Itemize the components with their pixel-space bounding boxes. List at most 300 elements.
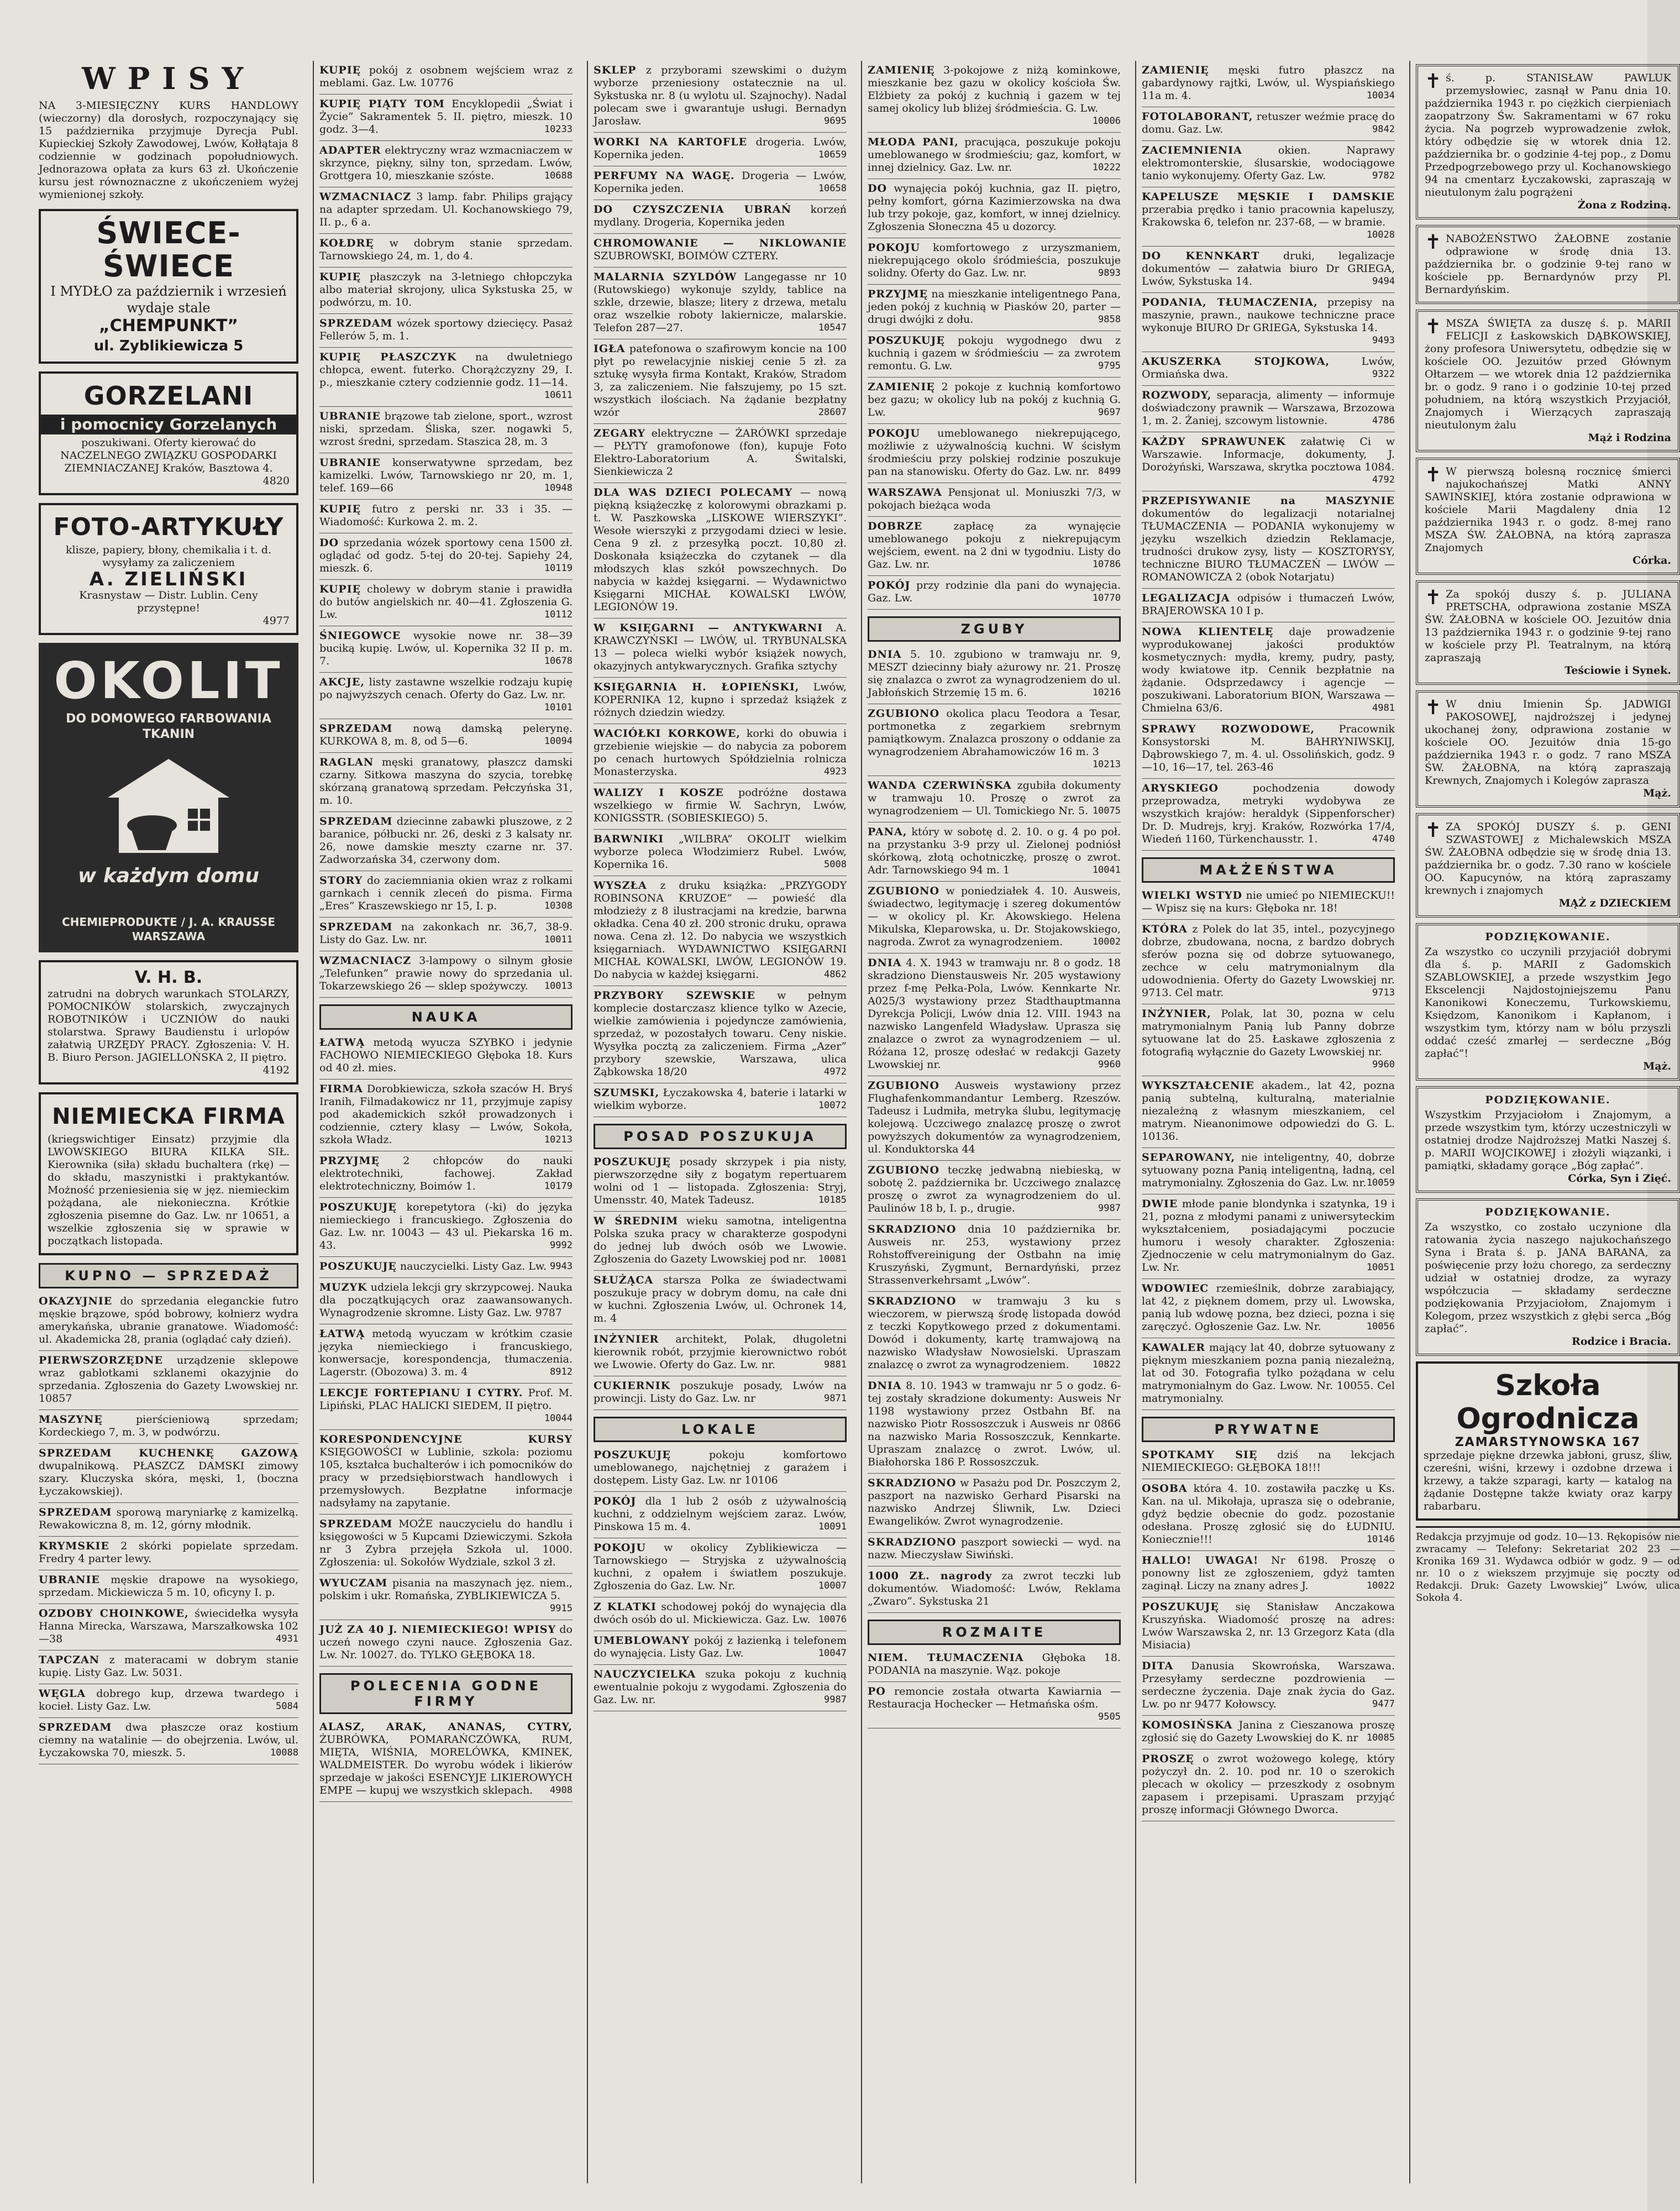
- classified-ad: [594, 1152, 847, 1212]
- ad-code: 9881: [824, 1359, 847, 1370]
- ad-swiece-title: ŚWIECE-ŚWIECE: [96, 216, 241, 284]
- ad-lead: ARYSKIEGO: [1142, 782, 1219, 794]
- ad-text: świecidełka wysyła Hanna Mirecka, Warszawa, Marszałkowska 102—38: [39, 1607, 298, 1645]
- ad-gorzelani-title: GORZELANI: [83, 381, 254, 411]
- ad-lead: SKRADZIONO: [868, 1223, 957, 1235]
- okolit-foot: [39, 915, 298, 944]
- classified-ad: [1142, 886, 1395, 920]
- obituary-sign: Córka.: [1632, 554, 1671, 567]
- ad-code: 4972: [824, 1066, 847, 1077]
- ad-code: 10770: [1092, 593, 1121, 604]
- ad-text: 8. 10. 1943 w tramwaju nr 5 o godz. 6-tej zostały skradzione dokumenty: Ausweis Nr 1198 wystawiony przez Ostbahn Bf. na nazwisko Piotr Rossoszczuk i Ausweis nr 0866 na nazwisko Maria Rossoszczuk, Kennkarte. Upraszam znalazcę o zwrot. Lwów, ul. Białohorska 186 P. Rossoszczuk.: [868, 1380, 1121, 1468]
- classified-ad: [594, 1445, 847, 1492]
- classified-ad: [319, 580, 573, 626]
- ad-code: 10948: [544, 483, 573, 494]
- classified-ad: [868, 1474, 1121, 1533]
- ad-lead: MUZYK: [319, 1281, 368, 1293]
- thanks-notice: [1416, 1198, 1680, 1356]
- cross-icon: ✝: [1425, 316, 1442, 338]
- classified-ad: [594, 724, 847, 783]
- ad-lead: AKCJE,: [319, 676, 365, 688]
- ad-lead: WANDA CZERWIŃSKA: [868, 779, 1012, 792]
- ad-lead: KAPELUSZE MĘSKIE I DAMSKIE: [1142, 191, 1395, 203]
- ad-gorzelani-code: 4820: [262, 475, 290, 487]
- ad-code: 9858: [1098, 314, 1121, 325]
- obituary-text: ś. p. STANISŁAW PAWLUK przemysłowiec, zasnął w Panu dnia 10. października 1943 r. po ciężkich cierpieniach zaopatrzony Św. Sakramentami w 67 roku życia. Na pogrzeb wyprowadzenie zwłok, który odbędzie się w wtorek dnia 12. października br. o godzinie 4-tej pop., z Domu Przedpogrzebowego przy ul. Kochanowskiego 94 na cmentarz Łyczakowski, zapraszają w nieutulonym żalu pogrążeni: [1425, 72, 1671, 198]
- ad-lead: WZMACNIACZ: [319, 955, 412, 967]
- ad-code: 10659: [818, 149, 847, 160]
- ad-code: 10059: [1366, 1177, 1395, 1188]
- col4b-ads: [868, 645, 1121, 1613]
- column-3: [587, 61, 847, 2183]
- ad-text: paszport sowiecki — wyd. na nazw. Mieczysław Siwiński.: [868, 1536, 1121, 1561]
- obituaries: [1416, 64, 1680, 918]
- classified-ad: [319, 626, 573, 673]
- ad-lead: ZACIEMNIENIA: [1142, 144, 1242, 156]
- ad-text: wynajęcia pokój kuchnia, gaz II. piętro, pełny komfort, górna Kazimierzowska na dwa lub trzy pokoje, gaz, komfort, w innej dzielnicy. Zgłoszenia Słoneczna 45 u dozorcy.: [868, 182, 1121, 233]
- ad-lead: DITA: [1142, 1660, 1174, 1672]
- classified-ad: [1142, 1004, 1395, 1076]
- ad-code: 10179: [544, 1181, 573, 1192]
- classified-ad: [868, 483, 1121, 517]
- section-zguby: ZGUBY: [868, 616, 1121, 642]
- ad-lead: OKAZYJNIE: [39, 1295, 113, 1307]
- ad-code: 10146: [1366, 1534, 1395, 1545]
- classified-ad: [319, 234, 573, 268]
- classified-ad: [594, 619, 847, 678]
- ad-gorzelani-sub: i pomocnicy Gorzelanych: [41, 415, 296, 434]
- obituary-sign: Mąż.: [1643, 787, 1671, 799]
- ad-code: 8499: [1098, 466, 1121, 477]
- ad-lead: DNIA: [868, 957, 902, 969]
- ad-lead: POSZUKUJĘ: [319, 1201, 397, 1213]
- ad-lead: SPRZEDAM: [319, 1518, 393, 1530]
- ad-lead: SKLEP: [594, 64, 637, 76]
- classified-ad: [1142, 1551, 1395, 1597]
- ad-text: odpisów i tłumaczeń Lwów, BRAJEROWSKA 10 I p.: [1142, 592, 1395, 617]
- ad-lead: AKUSZERKA STOJKOWA,: [1142, 355, 1330, 368]
- ad-text: Pensjonat ul. Moniuszki 7/3, w pokojach bieżąca woda: [868, 486, 1121, 511]
- obituary-sign: Mąż i Rodzina: [1588, 432, 1671, 444]
- ad-text: w pełnym komplecie dostarczasz klience tylko w Azecie, wielkie zamówienia i pojedyncze zamówienia, sprzedaż, w pozostałych towaru. Ceny niskie. Wysyłka pocztą za zaliczeniem. Firma „Azer” przybory szewskie, Warszawa, ulica Ząbkowska 18/20: [594, 989, 847, 1078]
- ad-code: 10034: [1366, 90, 1395, 101]
- classified-ad: [1142, 1479, 1395, 1551]
- ad-gorzelani-text: poszukiwani. Oferty kierować do NACZELNEGO ZWIĄZKU GOSPODARKI ZIEMNIACZANEJ Kraków, Basztowa 4.: [60, 437, 277, 474]
- ad-text: na dwuletniego chłopca, ewent. futerko. Chorążczyzny 29, I. p., mieszkanie cztery codziennie godz. 11—14.: [319, 351, 573, 389]
- classified-ad: [1142, 386, 1395, 432]
- ad-code: 10308: [544, 900, 573, 911]
- ad-text: „WILBRA” OKOLIT wielkim wyborze poleca Włodzimierz Rubel. Lwów, Kopernika 16.: [594, 833, 847, 871]
- ad-code: 9795: [1098, 360, 1121, 371]
- section-rozmaite: ROZMAITE: [868, 1620, 1121, 1645]
- ad-text: nie inteligentny, 40, dobrze sytuowany pozna Panią inteligentną, ładną, cel matrymonialny. Zgłoszenia do Gaz. Lw. nr.: [1142, 1151, 1395, 1189]
- classified-ad: [1142, 352, 1395, 386]
- ad-lead: ZAMIENIĘ: [868, 381, 935, 393]
- classified-ad: [868, 1648, 1121, 1682]
- col3c-ads: [594, 1445, 847, 1711]
- ad-text: do sprzedania eleganckie futro męskie brązowe, spód bobrowy, kołnierz wydra amerykańska, ubranie granatowe. Wiadomość: ul. Akademicka 28, prania (oglądać cały dzień).: [39, 1295, 298, 1345]
- ad-text: ŻUBRÓWKA, POMARAŃCZÓWKA, RUM, MIĘTA, WIŚNIA, MORELÓWKA, KMINEK, WALDMEISTER. Do wyrobu wódek i likierów sprzedaje w jakości ESENCYJE LIKIEROWYCH EMPE — kupuj we wszystkich sklepach.: [319, 1733, 573, 1796]
- ad-lead: IGŁA: [594, 343, 626, 355]
- ad-lead: WZMACNIACZ: [319, 191, 412, 203]
- ad-text: do uczeń nowego czyni nauce. Zgłoszenia Gaz. Lw. Nr. 10027. do. TYLKO GŁĘBOKA 18.: [319, 1623, 573, 1661]
- editorial-info: Redakcja przyjmuje od godz. 10—13. Rękopisów nie zwracamy — Telefony: Sekretariat 202 23 — Kronika 169 31. Wydawca odbiór w godz. 9 — od nr. 10 o z wiekszem przyjmuje się poczty od Redakcji. Druk: Gazety Lwowskiej” Lwów, ulica Sokoła 4.: [1416, 1526, 1680, 1604]
- ad-text: która 4. 10. zostawiła paczkę u Ks. Kan. na ul. Mikołaja, uprasza się o odebranie, gdyż będzie obecnie do godz. pozostanie odesłana. Proszę zgłosić się do ŁUDNIU. Koniecznie!!!: [1142, 1482, 1395, 1545]
- ad-text: sporową maryniarkę z kamizelką. Rewakowiczna 8, m. 12, górny młodnik.: [39, 1506, 298, 1531]
- ad-text: elektryczny wraz wzmacniaczem w skrzynce, piękny, silny ton, sprzedam. Lwów, Grottgera 10, mieszkanie szóste.: [319, 144, 573, 182]
- ad-foto-addr: Krasnystaw — Distr. Lublin. Ceny przystępne!: [79, 589, 258, 614]
- ad-text: pisania na maszynach jęz. niem., polskim i ukr. Romańska, ZYBLIKIEWICZA 5.: [319, 1577, 573, 1602]
- ad-text: pracująca, poszukuje pokoju umeblowanego w środmieściu; gaz, komfort, w innej dzielnicy. Gaz. Lw. nr.: [868, 136, 1121, 174]
- ad-code: 10094: [544, 736, 573, 747]
- classified-ad: [1142, 61, 1395, 107]
- section-posad: POSAD POSZUKUJA: [594, 1124, 847, 1149]
- ad-code: 10213: [544, 1134, 573, 1145]
- classified-ad: [868, 953, 1121, 1076]
- classified-ad: [594, 1376, 847, 1410]
- classified-ad: [868, 576, 1121, 610]
- cross-icon: ✝: [1425, 586, 1442, 609]
- classified-ad: [594, 876, 847, 986]
- obituary: [1416, 690, 1680, 808]
- ad-code: 10047: [818, 1648, 847, 1659]
- ad-code: 9697: [1098, 407, 1121, 418]
- ad-text: okien. Naprawy elektromonterskie, ślusarskie, wodociągowe tanio wykonujemy. Oferty Gaz. Lw.: [1142, 144, 1395, 182]
- ad-code: 9960: [1372, 1059, 1395, 1070]
- section-kupno: KUPNO — SPRZEDAŻ: [39, 1263, 298, 1288]
- classified-ad: [1142, 720, 1395, 779]
- ad-text: nauczycielki. Listy Gaz. Lw.: [396, 1260, 547, 1272]
- ad-text: Łyczakowska 4, baterie i latarki w wielkim wyborze.: [594, 1087, 847, 1112]
- ad-text: 3 lamp. fabr. Philips grający na adapter sprzedam. Ul. Kochanowskiego 79, II. p., 6 a.: [319, 191, 573, 228]
- ad-lead: UMEBLOWANY: [594, 1634, 690, 1647]
- ad-code: 10085: [1366, 1732, 1395, 1743]
- classified-ad: [319, 1324, 573, 1384]
- classified-ad: [319, 753, 573, 812]
- ad-lead: POSZUKUJĘ: [594, 1449, 671, 1461]
- classified-ad: [594, 234, 847, 268]
- ad-lead: PIERWSZORZĘDNE: [39, 1354, 163, 1366]
- ad-code: 10233: [544, 124, 573, 135]
- ad-swiece-line: I MYDŁO za październik i wrzesień wydaje stale: [50, 284, 287, 316]
- ad-text: druki, legalizacje dokumentów — załatwia biuro Dr GRIEGA, Lwów, Sykstuska 14.: [1142, 250, 1395, 287]
- classified-ad: [1142, 293, 1395, 352]
- classified-ad: [1142, 1716, 1395, 1749]
- classified-ad: [868, 61, 1121, 133]
- ad-text: Encyklopedii „Świat i Życie” Sakramentek 5. II. piętro, mieszk. 10 godz. 3—4.: [319, 98, 573, 135]
- ad-lead: WYSZŁA: [594, 879, 647, 892]
- ad-text: konserwatywne sprzedam, bez kamizelki. Lwów, Tarnowskiego nr 20, m. 1, telef. 169—66: [319, 457, 573, 494]
- classified-ad: [594, 200, 847, 234]
- classified-ad: [868, 1376, 1121, 1474]
- classified-ad: [868, 1566, 1121, 1613]
- ad-foto-title: FOTO-ARTYKUŁY: [53, 513, 284, 541]
- classified-ad: [594, 1083, 847, 1117]
- classified-ad: [39, 1410, 298, 1444]
- classified-ad: [1142, 622, 1395, 720]
- classified-ad: [39, 1537, 298, 1570]
- classified-ad: [319, 95, 573, 141]
- ad-lead: Z KLATKI: [594, 1601, 657, 1613]
- ad-text: męski granatowy, płaszcz damski czarny. Sitkowa maszyna do szycia, torebkę skórzaną granatową sprzedam. Pełczyńska 31, m. 10.: [319, 756, 573, 806]
- ad-text: dnia 10 października br. Ausweis nr. 253, wystawiony przez Rohstoffvereinigung der Ostbahn na imię Kruszyński, Zygmunt, Bernardyński, przez Strassenverkehrsamt „Lwów”.: [868, 1223, 1121, 1286]
- ad-code: 10056: [1366, 1321, 1395, 1332]
- classified-ad: [868, 1161, 1121, 1220]
- ad-text: podróżne dostawa wszelkiego w firmie W. Sachryn, Lwów, KONIGSSTR. (SOBIESKIEGO) 5.: [594, 787, 847, 824]
- obituary-text: NABOŻEŃSTWO ŻAŁOBNE zostanie odprawione w środę dnia 13. października br. o godzinie 9-tej rano w kościele pp. Bernardynów przy Pl. Bernardyńskim.: [1425, 233, 1671, 296]
- ad-text: który w sobotę d. 2. 10. o g. 4 po poł. na przystanku 3-9 przy ul. Zielonej podniósł skórkową, złotą ochotniczkę, proszę o zwrot. Adr. Tarnowskiego 94 m. 1: [868, 826, 1121, 876]
- ad-code: 10051: [1366, 1262, 1395, 1273]
- column-5: [1135, 61, 1395, 2183]
- classified-ad: [319, 1515, 573, 1574]
- cross-icon: ✝: [1425, 819, 1442, 842]
- ad-code: 9992: [550, 1240, 573, 1251]
- okolit-logo: OKOLIT: [54, 651, 284, 710]
- ad-text: zapłacę za wynajęcie umeblowanego pokoju z niekrepującym wejściem, ewent. na 2 dni w tygodniu. Listy do Gaz. Lw. nr.: [868, 520, 1121, 570]
- ad-lead: W KSIĘGARNI — ANTYKWARNI: [594, 622, 823, 634]
- ad-text: metodą wyucza SZYBKO i jedynie FACHOWO NIEMIECKIEGO Głęboka 18. Kurs od 40 zł. mies.: [319, 1036, 573, 1074]
- ad-lead: SŁUŻĄCA: [594, 1274, 654, 1286]
- ad-text: dokumentów do legalizacji notarialnej TŁUMACZENIA — PODANIA wykonujemy w języku wszelkich dziedzin Reklamacje, trudności drukow zysy, listy — KOSZTORYSY, techniczne BIURO TŁUMACZEŃ — LWÓW — ROMANOWICZA 2 (obok Notarjatu): [1142, 507, 1395, 583]
- classified-ad: [1142, 1148, 1395, 1194]
- ad-text: drogeria. Lwów, Kopernika jeden.: [594, 136, 847, 161]
- ad-code: 10112: [544, 609, 573, 620]
- ad-text: patefonowa o szafirowym koncie na 100 płyt po rewelacyjnie niskiej cenie 5 zł. za sztukę wysyła firma Kontakt, Kraków, Stradom 3, za zaliczeniem. Nie fałszujemy, po 15 szt. wszystkich ilościach. Na żądanie bezpłatny wzór: [594, 343, 847, 418]
- ad-code: 9713: [1372, 987, 1395, 998]
- ad-code: 10028: [1366, 229, 1395, 240]
- ad-text: 5. 10. zgubiono w tramwaju nr. 9, MESZT dziecinny biały ażurowy nr. 21. Proszę się znalazca o zwrot za wynagrodzeniem do ul. Jabłońskich Strzemię 15 m. 6.: [868, 648, 1121, 699]
- ad-code: 10007: [818, 1580, 847, 1591]
- ad-code: 10547: [818, 322, 847, 333]
- ad-code: 10022: [1366, 1580, 1395, 1591]
- classified-ad: [594, 1538, 847, 1597]
- ad-text: z materacami w dobrym stanie kupię. Listy Gaz. Lw. 5031.: [39, 1654, 298, 1679]
- ad-lead: POKOJU: [868, 427, 920, 439]
- ad-text: się Stanisław Anczakowa Kruszyńska. Wiadomość proszę na adres: Lwów Warszawska 2, nr. 13 Grzegorz Kata (dla Misiacia): [1142, 1601, 1395, 1651]
- ad-text: na mieszkanie inteligentnego Pana, jeden pokój z kuchnią w Piasków 20, parter — drugi dwójki z dołu.: [868, 288, 1121, 326]
- ad-lead: SPRZEDAM: [319, 317, 393, 329]
- ad-text: remoncie została otwarta Kawiarnia — Restauracja Hochecker — Hetmańska ośm.: [868, 1685, 1121, 1710]
- column-4: [861, 61, 1121, 2183]
- ad-text: w Pasażu pod Dr. Poszczym 2, paszport na nazwisko Gerhard Pisarski na nazwisko Andrzej Śliwnik, Lw. Dzieci Ewangelików. Zwrot wynagrodzenie.: [868, 1477, 1121, 1527]
- obituary-sign: Teściowie i Synek.: [1565, 664, 1671, 677]
- ad-code: 9782: [1372, 170, 1395, 181]
- obituary-text: W pierwszą bolesną rocznicę śmierci najukochańszej Matki ANNY SAWIŃSKIEJ, która zostanie odprawiona w kościele Marii Magdaleny dnia 12 października 1943 r. o godz. 8-mej rano MSZA ŚW. ŻAŁOBNA, na którą zaprasza Znajomych: [1425, 465, 1671, 554]
- col2-ads: [319, 61, 573, 998]
- ad-swiece: [39, 209, 298, 364]
- classified-ad: [319, 1033, 573, 1080]
- ad-text: Lwów, KOPERNIKA 12, kupno i sprzedaż książek z różnych dziedzin wiedzy.: [594, 681, 847, 719]
- cross-icon: ✝: [1425, 696, 1442, 719]
- thanks-notice: [1416, 923, 1680, 1081]
- cross-icon: ✝: [1425, 70, 1442, 93]
- classified-ad: [319, 1257, 573, 1278]
- col4-ads: [868, 61, 1121, 610]
- classified-ad: [868, 424, 1121, 483]
- ad-code: 10822: [1092, 1359, 1121, 1370]
- classified-ad: [868, 1220, 1121, 1292]
- ad-text: metodą wyuczam w krótkim czasie języka niemieckiego i francuskiego, konwersacje, korespondencja, tłumaczenia. Lagerstr. (Obozowa) 3. m. 4: [319, 1328, 573, 1378]
- ad-lead: INŻYNIER,: [1142, 1008, 1211, 1020]
- ad-text: rzemieślnik, dobrze zarabiający, lat 42, z pięknem domem, przy ul. Lwowska, panią lub wdowę pozna, bez dzieci, pozna i się zaręczyć. Ogłoszenie Gaz. Lw. Nr.: [1142, 1282, 1395, 1333]
- ad-vhb-title: V. H. B.: [134, 968, 203, 987]
- ad-lead: BARWNIKI: [594, 833, 664, 845]
- ad-lead: PRZYJMĘ: [868, 288, 928, 300]
- col4c-ads: [868, 1648, 1121, 1728]
- classified-ad: [594, 1330, 847, 1376]
- section-lokale: LOKALE: [594, 1417, 847, 1442]
- ad-text: komfortowego z urzyszmaniem, niekrepującego okolo śródmieścia, poszukuje solidny. Oferty do Gaz. Lw. nr.: [868, 242, 1121, 279]
- ad-lead: RAGLAN: [319, 756, 374, 768]
- ad-lead: ZGUBIONO: [868, 885, 940, 897]
- ad-lead: DO: [319, 537, 339, 549]
- obituary: [1416, 813, 1680, 918]
- classified-ad: [319, 1151, 573, 1198]
- ad-text: pokoju wygodnego dwu z kuchnią i gazem w śródmieściu — za zwrotem remontu. G. Lw.: [868, 334, 1121, 372]
- classified-ad: [319, 141, 573, 187]
- ad-text: płaszczyk na 3-letniego chłopczyka albo materiał skrojony, ulica Sykstuska 25, w podwórzu, m. 10.: [319, 271, 573, 308]
- ad-code: 4923: [824, 766, 847, 777]
- ad-code: 4786: [1372, 415, 1395, 426]
- classified-ad: [319, 187, 573, 234]
- ad-text: młode panie blondynka i szatynka, 19 i 21, pozna z młodymi panami z uniwersyteckim wykształceniem, posiadającymi poczucie humoru i wesoły charakter. Zgłoszenia: Zjednoczenie w celu matrymonialnym do Gaz. Lw. Nr.: [1142, 1198, 1395, 1274]
- ad-text: sprzedania wózek sportowy cena 1500 zł. oglądać od godz. 5-tej do 20-tej. Sapiehy 24, mieszk. 6.: [319, 537, 573, 574]
- ad-text: Prof. M. Lipiński, PLAC HALICKI SIEDEM, II piętro.: [319, 1387, 573, 1412]
- classified-ad: [594, 678, 847, 724]
- ad-code: 5084: [276, 1701, 298, 1712]
- ad-code: 9842: [1372, 124, 1395, 135]
- ad-text: pokoju komfortowo umeblowanego, najchętniej z garażem i dostępem. Listy Gaz. Lw. nr 10106: [594, 1449, 847, 1486]
- ad-lead: WALIZY I KOSZE: [594, 787, 724, 799]
- ad-text: MOŻE nauczycielu do handlu i księgowości w 5 Kupcami Dziewiczymi. Szkoła nr 3 Zybra przejęła Szkoła ul. 1000. Zgłoszenia: ul. Sokołów Wydziale, szkol 3 zł.: [319, 1518, 573, 1568]
- ad-code: 9494: [1372, 276, 1395, 287]
- ad-code: 10101: [544, 702, 573, 713]
- ad-code: 9505: [1098, 1711, 1121, 1722]
- ad-lead: WĘGLA: [39, 1688, 86, 1700]
- classified-ad: [319, 1198, 573, 1257]
- ad-text: korki do obuwia i grzebienie wiejskie — do nabycia za poborem po cenach hurtowych Spółdzielnia rolnicza Monasterzyska.: [594, 727, 847, 778]
- ad-text: wieku samotna, inteligentna Polska szuka pracy w charakterze gospodyni do jednej lub dwóch osób we Lwowie. Zgłoszenia do Gazety Lwowskiej pod nr.: [594, 1215, 847, 1265]
- classified-ad: [1142, 107, 1395, 141]
- classified-ad: [319, 268, 573, 314]
- ad-lead: NAUCZYCIELKA: [594, 1668, 696, 1680]
- ad-code: 10044: [544, 1413, 573, 1424]
- classified-ad: [1142, 1445, 1395, 1479]
- classified-ad: [39, 1503, 298, 1537]
- classified-ad: [868, 238, 1121, 285]
- ad-lead: INŻYNIER: [594, 1333, 659, 1345]
- ad-code: 10658: [818, 183, 847, 194]
- ad-text: Polak, lat 30, pozna w celu matrymonialnym Panią lub Panny dobrze sytuowane lat do 25. Łaskawe zgłoszenia z fotografią wyłącznie do Gazety Lwowskiej nr.: [1142, 1008, 1395, 1058]
- ad-text: Głęboka 18. PODANIA na maszynie. Wąz. pokoje: [868, 1652, 1121, 1676]
- classified-ad: [1142, 1597, 1395, 1657]
- ad-lead: POSZUKUJĘ: [594, 1156, 671, 1168]
- classified-ad: [594, 1271, 847, 1330]
- classified-ad: [868, 133, 1121, 179]
- ad-lead: PANA,: [868, 826, 907, 838]
- classified-ad: [868, 1533, 1121, 1566]
- classified-ad: [868, 331, 1121, 378]
- ad-code: 10081: [818, 1254, 847, 1265]
- ad-lead: WYUCZAM: [319, 1577, 388, 1589]
- ad-lead: WIELKI WSTYD: [1142, 889, 1242, 902]
- ad-text: dwa płaszcze oraz kostium ciemny na watalinie — do obejrzenia. Lwów, ul. Łyczakowska 70, mieszk. 5.: [39, 1721, 298, 1759]
- ad-text: wózek sportowy dziecięcy. Pasaż Fellerów 5, m. 1.: [319, 317, 573, 342]
- ad-text: na zakonkach nr. 36,7, 38-9. Listy do Gaz. Lw. nr.: [319, 921, 573, 946]
- okolit-foot1: CHEMIEPRODUKTE / J. A. KRAUSSE: [61, 915, 275, 929]
- ad-lead: POSZUKUJĘ: [868, 334, 945, 347]
- obituary-sign: Żona z Rodziną.: [1577, 199, 1671, 211]
- classified-ad: [319, 61, 573, 95]
- ad-lead: KORESPONDENCYJNE KURSY: [319, 1433, 573, 1445]
- ad-lead: KOŁDRĘ: [319, 237, 374, 249]
- ad-text: przy rodzinie dla pani do wynajęcia. Gaz. Lw.: [868, 579, 1121, 604]
- ad-text: listy zastawne wszelkie rodzaju kupię po najwyższych cenach. Oferty do Gaz. Lw. nr.: [319, 676, 573, 701]
- ad-text: pochodzenia dowody przeprowadza, metryki wydobywa ze wszystkich krajów: heraldyk (Sippenforscher) Dr. D. Mudrejs, kryj. Kraków, Rozwórka 17/4, Wiedeń 1160, Türkenchausstr. 1.: [1142, 782, 1395, 845]
- ad-lead: 1000 ZŁ. nagrody: [868, 1570, 993, 1582]
- classified-ad: [1142, 491, 1395, 589]
- ad-lead: SKRADZIONO: [868, 1295, 957, 1307]
- classified-ad: [319, 812, 573, 871]
- ad-lead: POKÓJ: [868, 579, 911, 591]
- ad-text: nową damską pelerynę. KURKOWA 8, m. 8, od 5—6.: [319, 722, 573, 747]
- classified-ad: [319, 1384, 573, 1430]
- ad-code: 10688: [544, 170, 573, 181]
- classified-ad: [594, 483, 847, 619]
- col2c-ads: [319, 1717, 573, 1802]
- classified-ad: [1142, 1279, 1395, 1338]
- ad-lead: TAPCZAN: [39, 1654, 100, 1666]
- ad-text: nie umieć po NIEMIECKU!! — Wpisz się na kurs: Głęboka nr. 18!: [1142, 889, 1395, 914]
- ad-okolit: [39, 643, 298, 952]
- ad-lead: KUPIĘ: [319, 271, 361, 283]
- ad-niemiecka-text: (kriegswichtiger Einsatz) przyjmie dla LWOWSKIEGO BIURA KILKA SIŁ. Kierownika (siła) składu buchaltera (rkę) — do składu, maszynistki i praktykantów. Możność przeniesienia się w jęz. niemieckim pożądana, ale niekonieczna. Krótkie zgłoszenia pisemne do Gaz. Lw. nr 10651, a wszelkie zgłoszenia się w sprawie w początkach listopada.: [48, 1133, 290, 1247]
- ad-code: 10119: [544, 563, 573, 574]
- ad-lead: SEPAROWANY,: [1142, 1151, 1236, 1164]
- classified-ad: [319, 1574, 573, 1620]
- ad-foto-text: klisze, papiery, błony, chemikalia i t. d. wysyłamy za zaliczeniem: [66, 544, 271, 569]
- obituary-sign: MĄŻ z DZIECKIEM: [1558, 897, 1671, 909]
- ad-text: mający lat 40, dobrze sytuowany z pięknym mieszkaniem pozna panią niezależną, lat od 30. Fotografia tylko pożądana w celu matrymonialnym do Gaz. Lwow. Nr. 10055. Cel matrymonialny.: [1142, 1342, 1395, 1405]
- ad-lead: PRZYJMĘ: [319, 1155, 380, 1167]
- classified-ad: [868, 517, 1121, 576]
- classified-ad: [319, 1430, 573, 1515]
- ad-lead: DO KENNKART: [1142, 250, 1260, 262]
- ad-lead: LEKCJE FORTEPIANU I CYTRY.: [319, 1387, 523, 1399]
- column-6: [1409, 61, 1680, 2183]
- intro-notice: NA 3-MIESIĘCZNY KURS HANDLOWY (wieczorny) dla dorosłych, rozpoczynający się 15 października przyjmuje Dyrecja Publ. Kupieckiej Szkoły Zawodowej, Lwów, Kołłątaja 8 codziennie w godzinach popołudniowych. Jednorazowa opłata za kurs 63 zł. Ukończenie kursu jest równoznaczne z ukończeniem wyżej wymienionej szkoły.: [39, 99, 298, 201]
- ad-lead: ADAPTER: [319, 144, 381, 156]
- classified-ad: [319, 1080, 573, 1151]
- ad-lead: SPRZEDAM: [319, 921, 393, 933]
- ad-text: elektryczne — ŻARÓWKI sprzedaje — PŁYTY gramofonowe (fon), kupuje Foto Elektro-Laboratorium A. Świtalski, Sienkiewicza 2: [594, 427, 847, 478]
- thanks-text: Wszystkim Przyjaciołom i Znajomym, a przede wszystkim tym, którzy uczestniczyli w ostatniej drodze Najdroższej Matki Naszej ś. p. MARII WOJCIKOWEJ i złożyli wiązanki, i pamiątki, składamy gorące „Bóg zapłać”.: [1425, 1109, 1671, 1172]
- ad-code: 10222: [1092, 162, 1121, 173]
- ad-code: 10006: [1092, 116, 1121, 127]
- col3b-ads: [594, 1152, 847, 1410]
- ad-code: 4981: [1372, 703, 1395, 714]
- ad-text: A. KRAWCZYŃSKI — LWÓW, ul. TRYBUNALSKA 13 — poleca wielki wybór książek nowych, okazyjnych antykwarycznych. Grafika sztychy: [594, 622, 847, 672]
- ad-niemiecka: [39, 1092, 298, 1255]
- okolit-sub: DO DOMOWEGO FARBOWANIA TKANIN: [66, 712, 271, 741]
- ad-foto-name: A. ZIELIŃSKI: [89, 568, 248, 590]
- classified-ad: [868, 1076, 1121, 1161]
- section-malzenstwa: MAŁŻEŃSTWA: [1142, 857, 1395, 883]
- ad-code: 10002: [1092, 936, 1121, 947]
- ad-code: 9987: [1098, 1203, 1121, 1214]
- thanks-sign: Mąż.: [1643, 1060, 1671, 1072]
- ad-lead: KTÓRA: [1142, 923, 1188, 935]
